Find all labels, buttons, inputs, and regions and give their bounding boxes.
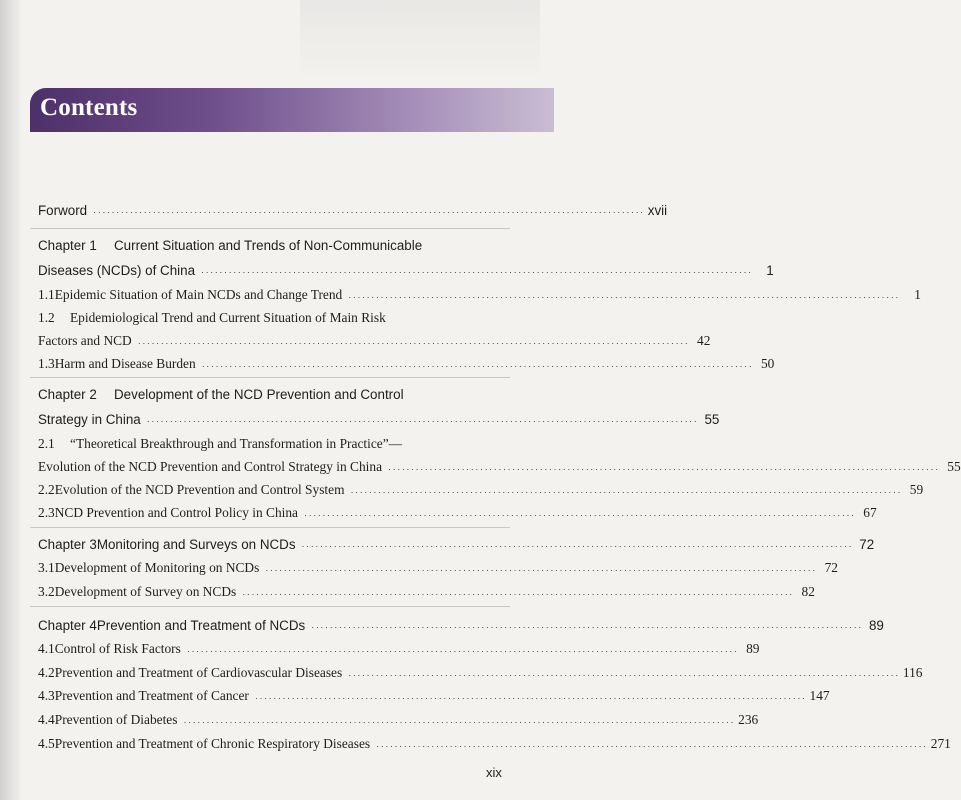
chapter-number: Chapter 3 xyxy=(38,537,97,552)
dot-leader: ························································································································ xyxy=(311,622,863,632)
toc-page-number: 67 xyxy=(863,505,877,520)
toc-entry-forword[interactable] xyxy=(38,198,668,218)
toc-entry-chapter-4[interactable] xyxy=(38,613,884,633)
dot-leader: ························································································································ xyxy=(265,565,817,575)
toc-entry-2-1-cont[interactable] xyxy=(38,455,961,475)
contents-title: Contents xyxy=(40,94,138,121)
toc-page-number: 89 xyxy=(746,641,760,656)
section-divider xyxy=(30,606,510,607)
toc-entry-3-2[interactable] xyxy=(38,580,815,600)
dot-leader: ························································································································ xyxy=(301,541,854,551)
section-number: 2.2 xyxy=(38,482,55,497)
toc-entry-title: Control of Risk Factors xyxy=(54,641,181,656)
contents-banner xyxy=(30,88,554,132)
toc-entry-3-1[interactable] xyxy=(38,556,838,576)
dot-leader: ························································································································ xyxy=(254,693,807,703)
toc-entry-title: Prevention and Treatment of Chronic Respiratory Diseases xyxy=(54,736,371,751)
dot-leader: ························································································································ xyxy=(183,717,736,727)
toc-page-number: 82 xyxy=(801,584,815,599)
section-number: 4.2 xyxy=(38,665,55,680)
toc-entry-title: Factors and NCD xyxy=(38,333,132,348)
page-gutter-shadow xyxy=(0,0,22,800)
dot-leader: ························································································································ xyxy=(350,487,903,497)
toc-entry-chapter-1-cont[interactable] xyxy=(38,258,774,278)
toc-entry-chapter-2-cont[interactable] xyxy=(38,407,720,427)
chapter-number: Chapter 1 xyxy=(38,238,97,253)
section-divider xyxy=(30,377,510,378)
toc-entry-title: Harm and Disease Burden xyxy=(54,356,196,371)
toc-entry-1-3[interactable] xyxy=(38,352,775,372)
section-divider xyxy=(30,527,510,528)
toc-entry-4-1[interactable] xyxy=(38,637,760,657)
section-number: 2.1 xyxy=(38,436,55,451)
toc-entry-title: Prevention and Treatment of Cardiovascular Diseases xyxy=(54,665,343,680)
section-number: 2.3 xyxy=(38,505,55,520)
toc-entry-4-2[interactable] xyxy=(38,661,923,681)
toc-entry-4-4[interactable] xyxy=(38,708,759,728)
toc-page-number: xvii xyxy=(647,203,668,218)
section-divider xyxy=(30,228,510,229)
dot-leader: ························································································································ xyxy=(201,267,753,277)
toc-entry-title: Prevention and Treatment of NCDs xyxy=(96,618,306,633)
toc-entry-title: Prevention and Treatment of Cancer xyxy=(54,688,249,703)
toc-entry-title: Epidemiological Trend and Current Situation of Main Risk xyxy=(70,310,386,325)
toc-entry-title: Monitoring and Surveys on NCDs xyxy=(96,537,296,552)
toc-entry-2-2[interactable] xyxy=(38,478,924,498)
dot-leader: ························································································································ xyxy=(137,338,690,348)
dot-leader: ························································································································ xyxy=(348,292,900,302)
toc-entry-2-3[interactable] xyxy=(38,501,877,521)
toc-entry-1-2-cont[interactable] xyxy=(38,329,711,349)
toc-page-number: 116 xyxy=(902,665,923,680)
section-number: 3.2 xyxy=(38,584,55,599)
toc-entry-title: Evolution of the NCD Prevention and Control System xyxy=(54,482,345,497)
toc-entry-title: Development of Monitoring on NCDs xyxy=(54,560,260,575)
toc-entry-4-3[interactable] xyxy=(38,684,830,704)
toc-entry-title: Strategy in China xyxy=(38,412,141,427)
section-number: 4.5 xyxy=(38,736,55,751)
toc-entry-chapter-1[interactable] xyxy=(38,233,510,253)
section-number: 1.3 xyxy=(38,356,55,371)
toc-page-number: 59 xyxy=(909,482,924,497)
toc-page-number: 89 xyxy=(868,618,884,633)
toc-page-number: 55 xyxy=(947,459,961,474)
dot-leader: ························································································································ xyxy=(376,741,928,751)
page-top-shading xyxy=(300,0,540,80)
toc-entry-title: NCD Prevention and Control Policy in China xyxy=(54,505,298,520)
toc-entry-title: Forword xyxy=(38,203,88,218)
toc-entry-title: Diseases (NCDs) of China xyxy=(38,263,196,278)
toc-entry-1-2[interactable] xyxy=(38,306,510,326)
toc-entry-title: Development of Survey on NCDs xyxy=(54,584,237,599)
toc-page-number: 1 xyxy=(766,263,774,278)
toc-entry-title: Epidemic Situation of Main NCDs and Change Trend xyxy=(54,287,343,302)
dot-leader: ························································································································ xyxy=(242,589,794,599)
toc-entry-title: “Theoretical Breakthrough and Transformation in Practice”— xyxy=(70,436,403,451)
toc-entry-title: Evolution of the NCD Prevention and Control Strategy in China xyxy=(38,459,383,474)
toc-page-number: 72 xyxy=(824,560,838,575)
toc-entry-title: Development of the NCD Prevention and Control xyxy=(114,387,404,402)
section-number: 4.3 xyxy=(38,688,55,703)
section-number: 4.1 xyxy=(38,641,55,656)
toc-entry-4-5[interactable] xyxy=(38,732,951,752)
toc-entry-title: Prevention of Diabetes xyxy=(54,712,178,727)
toc-entry-1-1[interactable] xyxy=(38,283,921,303)
toc-entry-title: Current Situation and Trends of Non-Communicable xyxy=(114,238,423,253)
dot-leader: ························································································································ xyxy=(388,464,940,474)
toc-page-number: 42 xyxy=(697,333,711,348)
dot-leader: ························································································································ xyxy=(304,510,856,520)
toc-entry-chapter-2[interactable] xyxy=(38,382,510,402)
section-number: 4.4 xyxy=(38,712,55,727)
chapter-number: Chapter 4 xyxy=(38,618,97,633)
section-number: 1.2 xyxy=(38,310,55,325)
toc-page-number: 72 xyxy=(859,537,875,552)
page-number: xix xyxy=(486,765,502,780)
section-number: 1.1 xyxy=(38,287,55,302)
dot-leader: ························································································································ xyxy=(201,361,754,371)
chapter-number: Chapter 2 xyxy=(38,387,97,402)
dot-leader: ························································································································ xyxy=(348,670,900,680)
toc-page-number: 147 xyxy=(809,688,830,703)
dot-leader: ························································································································ xyxy=(186,646,739,656)
toc-page-number: 236 xyxy=(738,712,759,727)
section-number: 3.1 xyxy=(38,560,55,575)
toc-page-number: 50 xyxy=(760,356,775,371)
toc-page-number: 1 xyxy=(914,287,921,302)
toc-page-number: 271 xyxy=(930,736,951,751)
dot-leader: ························································································································ xyxy=(146,416,699,426)
toc-entry-2-1[interactable] xyxy=(38,432,510,452)
toc-page-number: 55 xyxy=(704,412,720,427)
dot-leader: ························································································································ xyxy=(93,207,645,217)
toc-entry-chapter-3[interactable] xyxy=(38,532,875,552)
